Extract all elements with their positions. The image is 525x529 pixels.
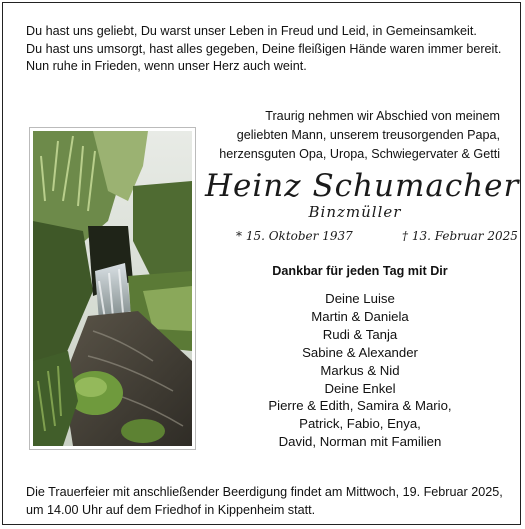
funeral-info-line: Die Trauerfeier mit anschließender Beerdigung findet am Mittwoch, 19. Februar 2025, <box>26 485 503 499</box>
mourner-line: Patrick, Fabio, Enya, <box>299 416 421 432</box>
death-date: † 13. Februar 2025 <box>402 229 518 243</box>
farewell-text <box>200 107 500 164</box>
intro-line: Du hast uns umsorgt, hast alles gegeben, Deine fleißigen Hände waren immer bereit. <box>26 41 502 56</box>
funeral-info-line: um 14.00 Uhr auf dem Friedhof in Kippenheim statt. <box>26 503 316 517</box>
mourner-line: David, Norman mit Familien <box>278 434 442 450</box>
mourner-line: Markus & Nid <box>320 362 400 378</box>
waterfall-stream-photo <box>33 131 192 446</box>
deceased-name: Heinz Schumacher <box>205 168 520 204</box>
farewell-line: geliebten Mann, unserem treusorgenden Papa, <box>236 128 500 142</box>
mourner-line: Sabine & Alexander <box>302 344 418 360</box>
mourners-list <box>205 290 515 451</box>
farewell-line: herzensguten Opa, Uropa, Schwiegervater & Getti <box>219 147 500 161</box>
funeral-info <box>26 483 516 519</box>
mourner-line: Pierre & Edith, Samira & Mario, <box>268 398 452 414</box>
mourner-line: Deine Luise <box>325 291 395 306</box>
intro-line: Nun ruhe in Frieden, wenn unser Herz auch weint. <box>26 59 307 73</box>
mourner-line: Martin & Daniela <box>311 308 409 324</box>
birth-date: * 15. Oktober 1937 <box>236 229 353 243</box>
memorial-photo <box>29 127 196 450</box>
intro-verse <box>26 23 506 76</box>
deceased-birth-name: Binzmüller <box>308 203 402 221</box>
motto: Dankbar für jeden Tag mit Dir <box>272 264 448 278</box>
mourner-line: Rudi & Tanja <box>322 326 398 342</box>
mourner-line: Deine Enkel <box>324 380 396 396</box>
farewell-line: Traurig nehmen wir Abschied von meinem <box>265 109 500 123</box>
intro-line: Du hast uns geliebt, Du warst unser Leben in Freud und Leid, in Gemeinsamkeit. <box>26 24 477 38</box>
